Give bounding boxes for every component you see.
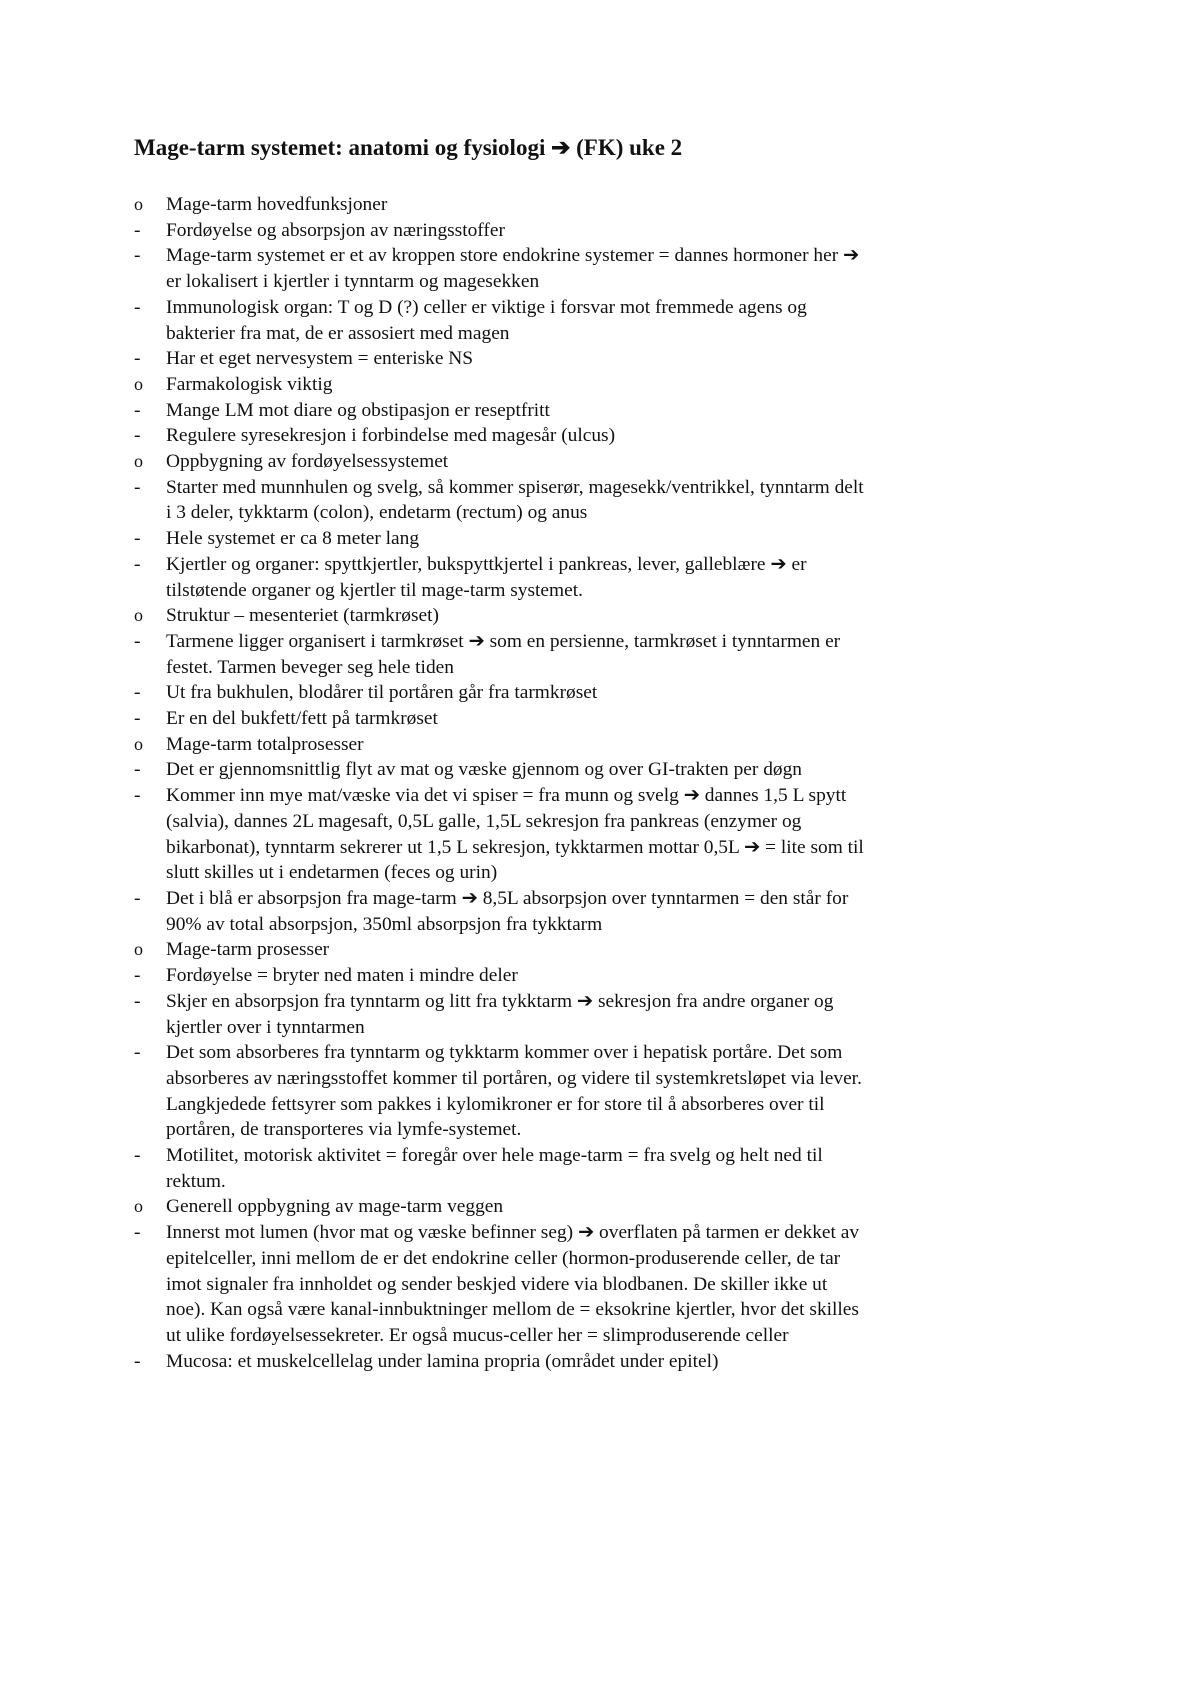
dash-bullet-marker: - bbox=[134, 785, 141, 807]
list-item-text bbox=[166, 783, 988, 886]
document-title: Mage-tarm systemet: anatomi og fysiologi ➔ (FK) uke 2 bbox=[134, 135, 683, 160]
list-item bbox=[134, 706, 994, 732]
dash-bullet-marker: - bbox=[134, 399, 141, 421]
list-item-text bbox=[166, 192, 988, 218]
list-item bbox=[134, 1349, 994, 1375]
list-item bbox=[134, 1143, 994, 1194]
list-item-text bbox=[166, 603, 988, 629]
text-line: tilstøtende organer og kjertler til mage-tarm systemet. bbox=[166, 579, 583, 601]
list-item-text bbox=[166, 1220, 988, 1349]
list-item-text bbox=[166, 937, 988, 963]
circle-bullet-marker: o bbox=[134, 605, 143, 626]
dash-bullet-marker: - bbox=[134, 476, 141, 498]
list-item-text bbox=[166, 1143, 988, 1194]
list-item bbox=[134, 783, 994, 886]
list-item bbox=[134, 1194, 994, 1220]
list-item bbox=[134, 937, 994, 963]
dash-bullet-marker: - bbox=[134, 348, 141, 370]
text-line: Ut fra bukhulen, blodårer til portåren går fra tarmkrøset bbox=[166, 682, 598, 704]
dash-bullet-marker: - bbox=[134, 759, 141, 781]
circle-bullet-marker: o bbox=[134, 733, 143, 754]
list-item bbox=[134, 603, 994, 629]
text-line: Farmakologisk viktig bbox=[166, 373, 333, 395]
list-item-text bbox=[166, 218, 988, 244]
list-item-text bbox=[166, 963, 988, 989]
list-item bbox=[134, 757, 994, 783]
text-line: Er en del bukfett/fett på tarmkrøset bbox=[166, 708, 438, 730]
list-item-text bbox=[166, 732, 988, 758]
list-item bbox=[134, 680, 994, 706]
circle-bullet-marker: o bbox=[134, 939, 143, 960]
text-line: Fordøyelse = bryter ned maten i mindre deler bbox=[166, 965, 518, 987]
text-line: kjertler over i tynntarmen bbox=[166, 1016, 365, 1038]
list-item-text bbox=[166, 423, 988, 449]
list-item-text bbox=[166, 680, 988, 706]
text-line: (salvia), dannes 2L magesaft, 0,5L galle, 1,5L sekresjon fra pankreas (enzymer og bbox=[166, 810, 802, 832]
text-line: Har et eget nervesystem = enteriske NS bbox=[166, 348, 474, 370]
dash-bullet-marker: - bbox=[134, 1222, 141, 1244]
text-line: noe). Kan også være kanal-innbuktninger mellom de = eksokrine kjertler, hvor det skilles bbox=[166, 1299, 859, 1321]
text-line: ut ulike fordøyelsessekreter. Er også mucus-celler her = slimproduserende celler bbox=[166, 1324, 789, 1346]
dash-bullet-marker: - bbox=[134, 425, 141, 447]
text-line: festet. Tarmen beveger seg hele tiden bbox=[166, 656, 454, 678]
list-item-text bbox=[166, 372, 988, 398]
text-line: Oppbygning av fordøyelsessystemet bbox=[166, 451, 449, 473]
text-line: Motilitet, motorisk aktivitet = foregår over hele mage-tarm = fra svelg og helt ned til bbox=[166, 1145, 823, 1167]
circle-bullet-marker: o bbox=[134, 1196, 143, 1217]
list-item bbox=[134, 526, 994, 552]
text-line: Generell oppbygning av mage-tarm veggen bbox=[166, 1196, 504, 1218]
dash-bullet-marker: - bbox=[134, 1042, 141, 1064]
text-line: Regulere syresekresjon i forbindelse med magesår (ulcus) bbox=[166, 425, 616, 447]
list-item bbox=[134, 295, 994, 346]
list-item bbox=[134, 886, 994, 937]
circle-bullet-marker: o bbox=[134, 194, 143, 214]
list-item bbox=[134, 423, 994, 449]
dash-bullet-marker: - bbox=[134, 887, 141, 909]
list-item-text bbox=[166, 243, 988, 294]
list-item-text bbox=[166, 1349, 988, 1375]
text-line: Mage-tarm hovedfunksjoner bbox=[166, 194, 388, 215]
list-item bbox=[134, 732, 994, 758]
list-item-text bbox=[166, 295, 988, 346]
text-line: Innerst mot lumen (hvor mat og væske befinner seg) ➔ overflaten på tarmen er dekket av bbox=[166, 1222, 860, 1244]
text-line: Mage-tarm systemet er et av kroppen store endokrine systemer = dannes hormoner her ➔ bbox=[166, 245, 860, 267]
text-line: slutt skilles ut i endetarmen (feces og urin) bbox=[166, 862, 498, 884]
text-line: Langkjedede fettsyrer som pakkes i kylomikroner er for store til å absorberes over til bbox=[166, 1093, 825, 1115]
dash-bullet-marker: - bbox=[134, 528, 141, 550]
list-item-text bbox=[166, 706, 988, 732]
text-line: Fordøyelse og absorpsjon av næringsstoffer bbox=[166, 219, 505, 241]
list-item-text bbox=[166, 629, 988, 680]
list-item bbox=[134, 552, 994, 603]
list-item-text bbox=[166, 886, 988, 937]
text-line: Mage-tarm totalprosesser bbox=[166, 733, 364, 755]
text-line: i 3 deler, tykktarm (colon), endetarm (rectum) og anus bbox=[166, 502, 588, 524]
text-line: 90% av total absorpsjon, 350ml absorpsjon fra tykktarm bbox=[166, 913, 603, 935]
text-line: bikarbonat), tynntarm sekrerer ut 1,5 L sekresjon, tykktarmen mottar 0,5L ➔ = lite som til bbox=[166, 836, 864, 858]
list-item bbox=[134, 1040, 994, 1143]
list-item-text bbox=[166, 346, 988, 372]
text-line: Det i blå er absorpsjon fra mage-tarm ➔ 8,5L absorpsjon over tynntarmen = den står for bbox=[166, 887, 849, 909]
list-item bbox=[134, 475, 994, 526]
list-item-text bbox=[166, 989, 988, 1040]
text-line: Struktur – mesenteriet (tarmkrøset) bbox=[166, 605, 440, 627]
list-item bbox=[134, 218, 994, 244]
text-line: bakterier fra mat, de er assosiert med magen bbox=[166, 322, 510, 344]
list-item bbox=[134, 346, 994, 372]
list-item-text bbox=[166, 1194, 988, 1220]
dash-bullet-marker: - bbox=[134, 1145, 141, 1167]
circle-bullet-marker: o bbox=[134, 451, 143, 472]
dash-bullet-marker: - bbox=[134, 708, 141, 730]
text-line: imot signaler fra innholdet og sender beskjed videre via blodbanen. De skiller ikke ut bbox=[166, 1273, 828, 1295]
list-item bbox=[134, 243, 994, 294]
list-item bbox=[134, 989, 994, 1040]
text-line: Skjer en absorpsjon fra tynntarm og litt fra tykktarm ➔ sekresjon fra andre organer og bbox=[166, 990, 834, 1012]
text-line: Hele systemet er ca 8 meter lang bbox=[166, 528, 420, 550]
dash-bullet-marker: - bbox=[134, 245, 141, 267]
list-item-text bbox=[166, 526, 988, 552]
text-line: Mucosa: et muskelcellelag under lamina propria (området under epitel) bbox=[166, 1350, 719, 1372]
dash-bullet-marker: - bbox=[134, 965, 141, 987]
list-item bbox=[134, 398, 994, 424]
list-item bbox=[134, 449, 994, 475]
text-line: Starter med munnhulen og svelg, så kommer spiserør, magesekk/ventrikkel, tynntarm delt bbox=[166, 476, 864, 498]
dash-bullet-marker: - bbox=[134, 219, 141, 241]
dash-bullet-marker: - bbox=[134, 1350, 141, 1372]
text-line: rektum. bbox=[166, 1170, 226, 1192]
list-item-text bbox=[166, 757, 988, 783]
list-item bbox=[134, 1220, 994, 1349]
text-line: Kommer inn mye mat/væske via det vi spiser = fra munn og svelg ➔ dannes 1,5 L spytt bbox=[166, 785, 847, 807]
text-line: Tarmene ligger organisert i tarmkrøset ➔ som en persienne, tarmkrøset i tynntarmen er bbox=[166, 630, 841, 652]
text-line: er lokalisert i kjertler i tynntarm og magesekken bbox=[166, 271, 540, 293]
text-line: Det er gjennomsnittlig flyt av mat og væske gjennom og over GI-trakten per døgn bbox=[166, 759, 802, 781]
dash-bullet-marker: - bbox=[134, 682, 141, 704]
dash-bullet-marker: - bbox=[134, 990, 141, 1012]
list-item bbox=[134, 192, 994, 218]
text-line: Mange LM mot diare og obstipasjon er reseptfritt bbox=[166, 399, 550, 421]
text-line: Det som absorberes fra tynntarm og tykktarm kommer over i hepatisk portåre. Det som bbox=[166, 1042, 843, 1064]
bullet-list bbox=[134, 192, 994, 1374]
list-item-text bbox=[166, 449, 988, 475]
list-item-text bbox=[166, 552, 988, 603]
list-item bbox=[134, 629, 994, 680]
text-line: absorberes av næringsstoffet kommer til portåren, og videre til systemkretsløpet via lever. bbox=[166, 1067, 862, 1089]
circle-bullet-marker: o bbox=[134, 373, 143, 394]
list-item-text bbox=[166, 1040, 988, 1143]
text-line: epitelceller, inni mellom de er det endokrine celler (hormon-produserende celler, de tar bbox=[166, 1247, 841, 1269]
list-item-text bbox=[166, 398, 988, 424]
list-item bbox=[134, 372, 994, 398]
text-line: Kjertler og organer: spyttkjertler, bukspyttkjertel i pankreas, lever, galleblære ➔ er bbox=[166, 553, 807, 575]
list-item bbox=[134, 963, 994, 989]
text-line: portåren, de transporteres via lymfe-systemet. bbox=[166, 1119, 522, 1141]
text-line: Mage-tarm prosesser bbox=[166, 939, 330, 961]
dash-bullet-marker: - bbox=[134, 630, 141, 652]
text-line: Immunologisk organ: T og D (?) celler er viktige i forsvar mot fremmede agens og bbox=[166, 296, 807, 318]
dash-bullet-marker: - bbox=[134, 553, 141, 575]
dash-bullet-marker: - bbox=[134, 296, 141, 318]
list-item-text bbox=[166, 475, 988, 526]
